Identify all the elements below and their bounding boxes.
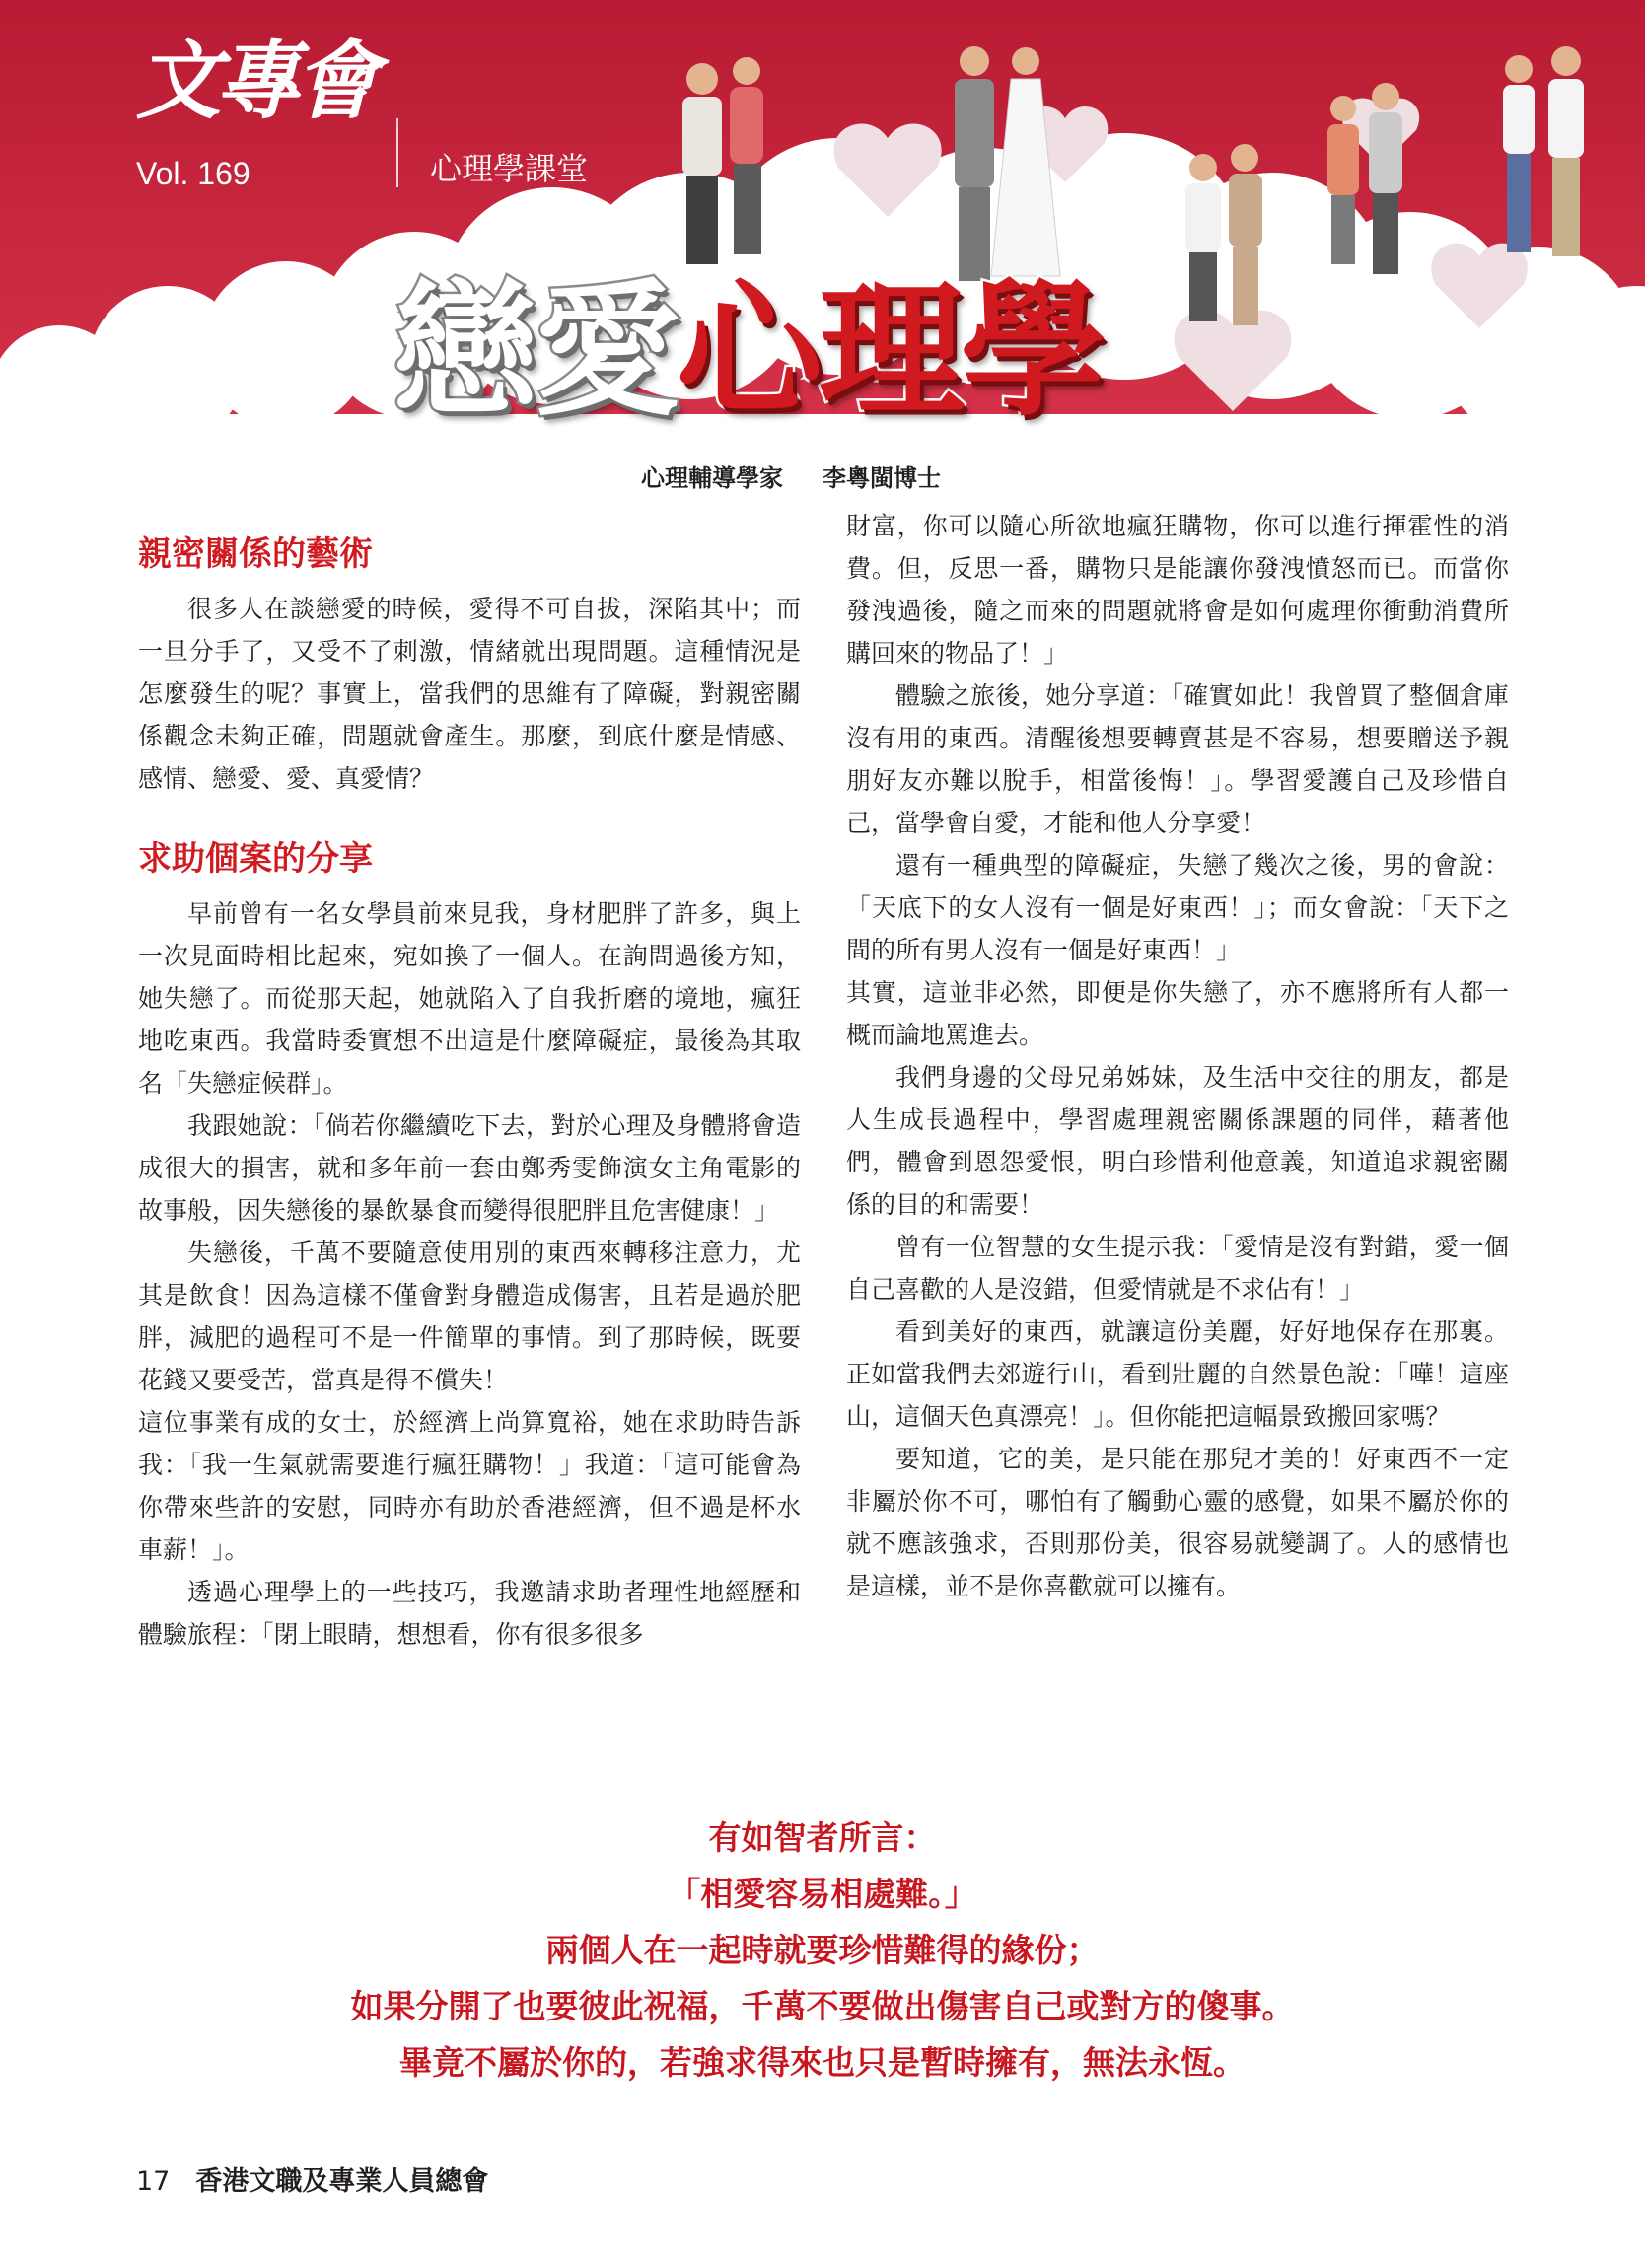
closing-quote bbox=[0, 1809, 1645, 2091]
volume-number: Vol. 169 bbox=[136, 156, 250, 191]
section-heading: 親密關係的藝術 bbox=[138, 534, 373, 574]
organization-name: 香港文職及專業人員總會 bbox=[195, 2166, 489, 2197]
author-name: 李粵閩博士 bbox=[822, 464, 941, 492]
logo-text: 文專會 bbox=[136, 32, 373, 131]
section-label: 心理學課堂 bbox=[430, 150, 589, 187]
article-column-right bbox=[846, 505, 1509, 1607]
byline bbox=[641, 459, 941, 493]
paragraph: 其實，這並非必然，即便是你失戀了，亦不應將所有人都一概而論地罵進去。 bbox=[846, 978, 1509, 1049]
paragraph: 還有一種典型的障礙症，失戀了幾次之後，男的會說：「天底下的女人沒有一個是好東西！」；而女會說：「天下之間的所有男人沒有一個是好東西！」 bbox=[846, 851, 1509, 964]
paragraph: 失戀後，千萬不要隨意使用別的東西來轉移注意力，尤其是飲食！因為這樣不僅會對身體造成傷害，且若是過於肥胖，減肥的過程可不是一件簡單的事情。到了那時候，既要花錢又要受苦，當真是得不償失！ bbox=[138, 1239, 801, 1395]
paragraph: 財富，你可以隨心所欲地瘋狂購物，你可以進行揮霍性的消費。但，反思一番，購物只是能讓你發洩憤怒而已。而當你發洩過後，隨之而來的問題就將會是如何處理你衝動消費所購回來的物品了！」 bbox=[846, 512, 1509, 668]
paragraph: 我跟她說：「倘若你繼續吃下去，對於心理及身體將會造成很大的損害，就和多年前一套由鄭秀雯飾演女主角電影的故事般，因失戀後的暴飲暴食而變得很肥胖且危害健康！」 bbox=[138, 1111, 801, 1226]
page-number: 17 bbox=[136, 2166, 171, 2197]
paragraph: 要知道，它的美，是只能在那兒才美的！好東西不一定非屬於你不可，哪怕有了觸動心靈的感覺，如果不屬於你的就不應該強求，否則那份美，很容易就變調了。人的感情也是這樣，並不是你喜歡就可以擁有。 bbox=[846, 1445, 1509, 1600]
title-part-grey: 戀愛 bbox=[393, 266, 677, 436]
paragraph: 早前曾有一名女學員前來見我，身材肥胖了許多，與上一次見面時相比起來，宛如換了一個人。在詢問過後方知，她失戀了。而從那天起，她就陷入了自我折磨的境地，瘋狂地吃東西。我當時委實想不出這是什麼障礙症，最後為其取名「失戀症候群」。 bbox=[138, 899, 801, 1099]
logo-divider bbox=[396, 118, 398, 187]
quote-line: 有如智者所言： bbox=[708, 1818, 937, 1857]
paragraph: 這位事業有成的女士，於經濟上尚算寬裕，她在求助時告訴我：「我一生氣就需要進行瘋狂購物！」我道：「這可能會為你帶來些許的安慰，同時亦有助於香港經濟，但不過是杯水車薪！」。 bbox=[138, 1408, 801, 1565]
magazine-logo bbox=[136, 32, 402, 197]
quote-line: 畢竟不屬於你的，若強求得來也只是暫時擁有，無法永恆。 bbox=[399, 2043, 1246, 2082]
page-footer bbox=[136, 2160, 488, 2198]
article-column-left bbox=[138, 532, 801, 1656]
paragraph: 看到美好的東西，就讓這份美麗，好好地保存在那裏。正如當我們去郊遊行山，看到壯麗的自然景色說：「嘩！這座山，這個天色真漂亮！」。但你能把這幅景致搬回家嗎？ bbox=[846, 1317, 1509, 1431]
quote-line: 如果分開了也要彼此祝福，千萬不要做出傷害自己或對方的傻事。 bbox=[350, 1987, 1295, 2025]
quote-line: 兩個人在一起時就要珍惜難得的緣份； bbox=[545, 1931, 1100, 1969]
quote-line: 「相愛容易相處難。」 bbox=[668, 1875, 977, 1913]
paragraph: 體驗之旅後，她分享道：「確實如此！我曾買了整個倉庫沒有用的東西。清醒後想要轉賣甚是不容易，想要贈送予親朋好友亦難以脫手，相當後悔！」。學習愛護自己及珍惜自己，當學會自愛，才能和他人分享愛！ bbox=[846, 681, 1509, 837]
article-title bbox=[393, 266, 1103, 436]
section-heading: 求助個案的分享 bbox=[138, 839, 373, 880]
header-banner bbox=[0, 0, 1645, 463]
paragraph: 曾有一位智慧的女生提示我：「愛情是沒有對錯，愛一個自己喜歡的人是沒錯，但愛情就是不求佔有！」 bbox=[846, 1233, 1509, 1304]
paragraph: 我們身邊的父母兄弟姊妹，及生活中交往的朋友，都是人生成長過程中，學習處理親密關係課題的同伴，藉著他們，體會到恩怨愛恨，明白珍惜利他意義，知道追求親密關係的目的和需要！ bbox=[846, 1063, 1509, 1219]
paragraph: 很多人在談戀愛的時候，愛得不可自拔，深陷其中；而一旦分手了，又受不了刺激，情緒就出現問題。這種情況是怎麼發生的呢？事實上，當我們的思維有了障礙，對親密關係觀念未夠正確，問題就會產生。那麼，到底什麼是情感、感情、戀愛、愛、真愛情？ bbox=[138, 595, 801, 794]
author-role: 心理輔導學家 bbox=[641, 464, 783, 492]
paragraph: 透過心理學上的一些技巧，我邀請求助者理性地經歷和體驗旅程：「閉上眼睛，想想看，你有很多很多 bbox=[138, 1578, 801, 1650]
title-part-red: 心理學 bbox=[677, 266, 1103, 436]
